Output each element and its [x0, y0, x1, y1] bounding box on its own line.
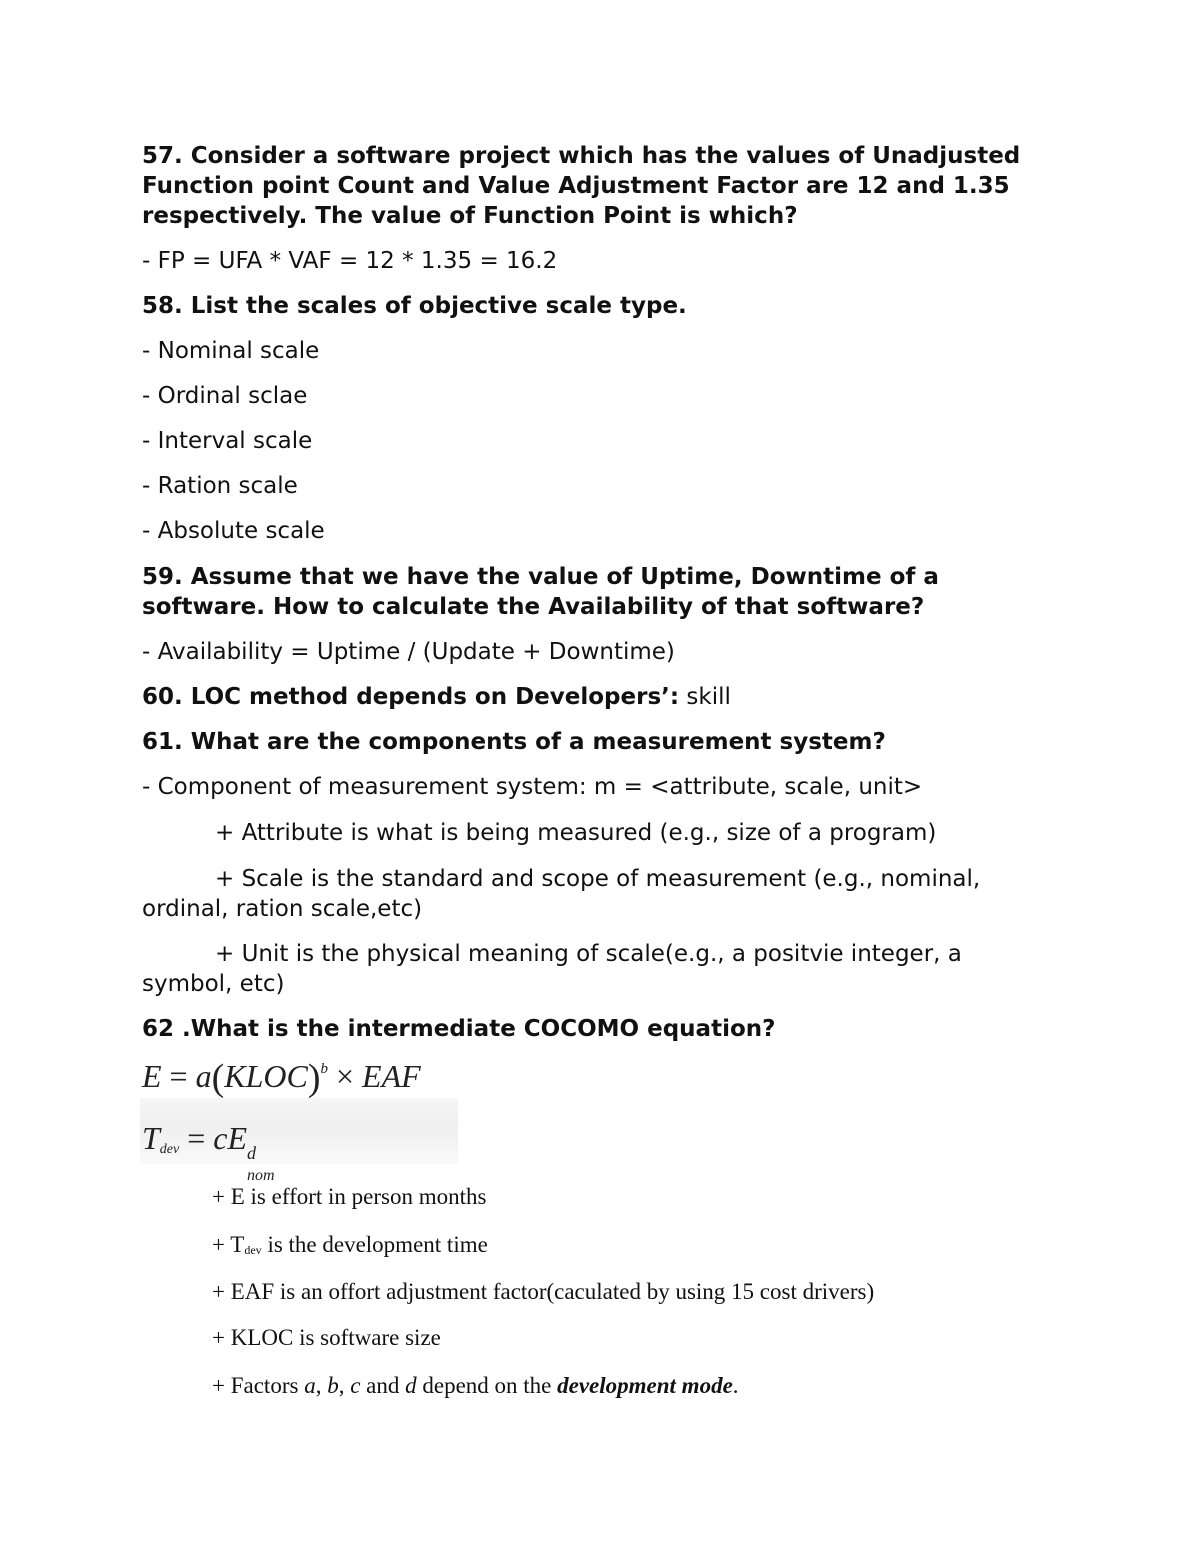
q61-scale-line-1: + Scale is the standard and scope of measurement (e.g., nominal,	[215, 866, 981, 892]
factor-c: c	[350, 1373, 361, 1398]
factor-a: a	[304, 1373, 316, 1398]
eq1-a: a	[195, 1058, 212, 1094]
factor-d: d	[405, 1373, 417, 1398]
note-effort: + E is effort in person months	[212, 1184, 487, 1209]
tdev-equation	[142, 1120, 279, 1184]
q58-question: 58. List the scales of objective scale type.	[142, 293, 687, 319]
eq2-e: E	[227, 1120, 248, 1156]
note-tdev-prefix: + T	[212, 1232, 245, 1257]
eq1-exponent-b: b	[320, 1061, 328, 1077]
q58-answer-interval: - Interval scale	[142, 428, 313, 454]
q61-unit-line-1: + Unit is the physical meaning of scale(e.g., a positvie integer, a	[215, 941, 962, 967]
note-tdev-subscript: dev	[244, 1243, 262, 1257]
q60-line	[142, 682, 731, 712]
q60-answer: skill	[679, 684, 731, 710]
eq1-right-paren: )	[307, 1057, 321, 1099]
factor-b: b	[327, 1373, 339, 1398]
q58-answer-absolute: - Absolute scale	[142, 518, 325, 544]
q57-line-1: 57. Consider a software project which has the values of Unadjusted	[142, 143, 1021, 169]
eq1-times: ×	[328, 1058, 363, 1094]
development-mode: development mode	[557, 1373, 733, 1398]
eq2-exponent-d: d	[247, 1143, 257, 1163]
factor-sep-1: ,	[315, 1373, 328, 1398]
q58-answer-ordinal: - Ordinal sclae	[142, 383, 308, 409]
q62-question: 62 .What is the intermediate COCOMO equation?	[142, 1016, 776, 1042]
q59-line-1: 59. Assume that we have the value of Uptime, Downtime of a	[142, 564, 939, 590]
eq1-equals: =	[161, 1058, 196, 1094]
note-eaf: + EAF is an offort adjustment factor(caculated by using 15 cost drivers)	[212, 1279, 875, 1304]
q57-answer: - FP = UFA * VAF = 12 * 1.35 = 16.2	[142, 248, 558, 274]
q57-line-2: Function point Count and Value Adjustment Factor are 12 and 1.35	[142, 173, 1010, 199]
eq1-eaf: EAF	[362, 1058, 421, 1094]
note-tdev-suffix: is the development time	[261, 1232, 488, 1257]
q61-unit-line-2: symbol, etc)	[142, 971, 285, 997]
eq2-nom-subscript: nom	[247, 1167, 275, 1184]
factor-period: .	[732, 1373, 739, 1398]
q61-scale-line-2: ordinal, ration scale,etc)	[142, 896, 423, 922]
q58-answer-nominal: - Nominal scale	[142, 338, 320, 364]
eq2-t: T	[142, 1120, 160, 1156]
q58-answer-ration: - Ration scale	[142, 473, 298, 499]
note-kloc: + KLOC is software size	[212, 1325, 441, 1350]
q57-line-3: respectively. The value of Function Point is which?	[142, 203, 798, 229]
q60-question: 60. LOC method depends on Developers’:	[142, 684, 680, 710]
note-tdev	[212, 1230, 488, 1265]
factor-depend: depend on the	[416, 1373, 558, 1398]
eq1-e: E	[142, 1058, 162, 1094]
q61-question: 61. What are the components of a measurement system?	[142, 729, 886, 755]
eq2-dev-subscript: dev	[159, 1142, 180, 1157]
q59-line-2: software. How to calculate the Availability of that software?	[142, 594, 925, 620]
eq1-left-paren: (	[211, 1057, 225, 1099]
q61-attribute: + Attribute is what is being measured (e.g., size of a program)	[215, 820, 937, 846]
eq1-kloc: KLOC	[224, 1058, 308, 1094]
factor-sep-2: ,	[338, 1373, 351, 1398]
q61-intro: - Component of measurement system: m = <attribute, scale, unit>	[142, 774, 923, 800]
factor-and: and	[360, 1373, 406, 1398]
eq2-c: c	[213, 1120, 228, 1156]
effort-equation	[142, 1056, 421, 1100]
eq2-equals: =	[179, 1120, 214, 1156]
q59-answer: - Availability = Uptime / (Update + Downtime)	[142, 639, 675, 665]
note-factors	[212, 1371, 739, 1401]
note-factors-prefix: + Factors	[212, 1373, 305, 1398]
